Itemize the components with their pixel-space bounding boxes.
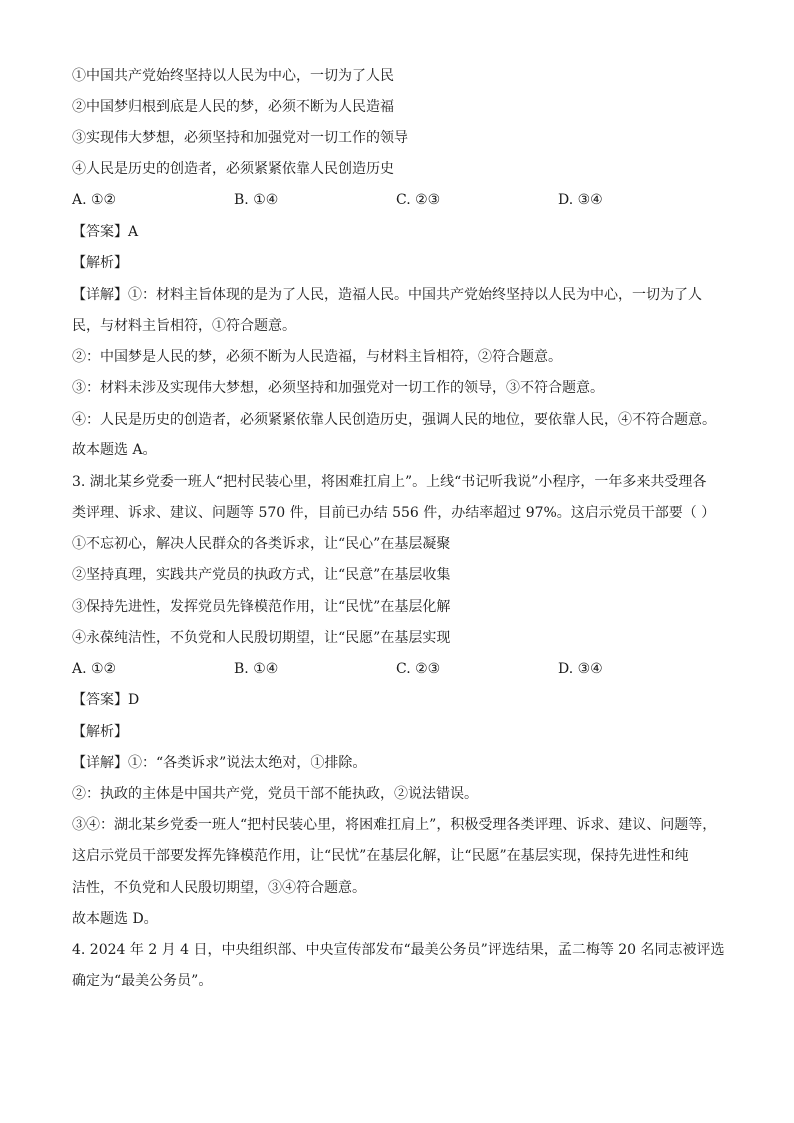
q2-statement-1: ①中国共产党始终坚持以人民为中心，一切为了人民: [72, 68, 394, 84]
q3-detail-line-6: 故本题选 D。: [72, 911, 158, 927]
q2-detail-line-4: ③：材料未涉及实现伟大梦想，必须坚持和加强党对一切工作的领导，③不符合题意。: [72, 380, 604, 396]
q2-answer: 【答案】A: [72, 224, 139, 240]
q2-detail-line-2: 民，与材料主旨相符，①符合题意。: [72, 318, 296, 334]
q3-stem-line-1: 3. 湖北某乡党委一班人“把村民装心里，将困难扛肩上”。上线“书记听我说”小程序，一年多来共受理各: [72, 474, 707, 490]
q3-statement-3: ③保持先进性，发挥党员先锋模范作用，让“民忧”在基层化解: [72, 599, 451, 615]
q2-statement-2: ②中国梦归根到底是人民的梦，必须不断为人民造福: [72, 99, 394, 115]
q3-options: [72, 659, 732, 679]
q3-option-d: D. ③④: [558, 661, 603, 677]
q2-detail-line-1: 【详解】①：材料主旨体现的是为了人民，造福人民。中国共产党始终坚持以人民为中心，一切为了人: [72, 287, 702, 303]
q2-detail-line-3: ②：中国梦是人民的梦，必须不断为人民造福，与材料主旨相符，②符合题意。: [72, 349, 562, 365]
q2-options: [72, 190, 732, 210]
q3-detail-line-2: ②：执政的主体是中国共产党，党员干部不能执政，②说法错误。: [72, 786, 478, 802]
q3-stem-line-2: 类评理、诉求、建议、问题等 570 件，目前已办结 556 件，办结率超过 97%。这启示党员干部要（ ）: [72, 505, 716, 521]
q4-stem-line-2: 确定为“最美公务员”。: [72, 973, 213, 989]
q3-detail-line-1: 【详解】①：“各类诉求”说法太绝对，①排除。: [72, 755, 367, 771]
q3-detail-line-3: ③④：湖北某乡党委一班人“把村民装心里，将困难扛肩上”，积极受理各类评理、诉求、建议、问题等，: [72, 817, 717, 833]
q3-detail-line-4: 这启示党员干部要发挥先锋模范作用，让“民忧”在基层化解，让“民愿”在基层实现，保持先进性和纯: [72, 848, 689, 864]
q2-option-a: A. ①②: [72, 192, 117, 208]
q4-stem-line-1: 4. 2024 年 2 月 4 日，中央组织部、中央宣传部发布“最美公务员”评选结果，孟二梅等 20 名同志被评选: [72, 942, 725, 958]
q3-statement-4: ④永葆纯洁性，不负党和人民殷切期望，让“民愿”在基层实现: [72, 630, 451, 646]
q2-option-d: D. ③④: [558, 192, 603, 208]
q3-option-b: B. ①④: [234, 661, 279, 677]
q3-analysis-label: 【解析】: [72, 724, 128, 740]
q2-detail-line-5: ④：人民是历史的创造者，必须紧紧依靠人民创造历史，强调人民的地位，要依靠人民，④不符合题意。: [72, 412, 716, 428]
q2-detail-line-6: 故本题选 A。: [72, 442, 157, 458]
q3-option-c: C. ②③: [396, 661, 441, 677]
q3-option-a: A. ①②: [72, 661, 117, 677]
q3-statement-1: ①不忘初心，解决人民群众的各类诉求，让“民心”在基层凝聚: [72, 536, 451, 552]
q2-statement-4: ④人民是历史的创造者，必须紧紧依靠人民创造历史: [72, 161, 394, 177]
q3-detail-line-5: 洁性，不负党和人民殷切期望，③④符合题意。: [72, 880, 366, 896]
q2-option-b: B. ①④: [234, 192, 279, 208]
q2-analysis-label: 【解析】: [72, 255, 128, 271]
q3-answer: 【答案】D: [72, 692, 140, 708]
q2-option-c: C. ②③: [396, 192, 441, 208]
q3-statement-2: ②坚持真理，实践共产党员的执政方式，让“民意”在基层收集: [72, 567, 451, 583]
q2-statement-3: ③实现伟大梦想，必须坚持和加强党对一切工作的领导: [72, 130, 408, 146]
